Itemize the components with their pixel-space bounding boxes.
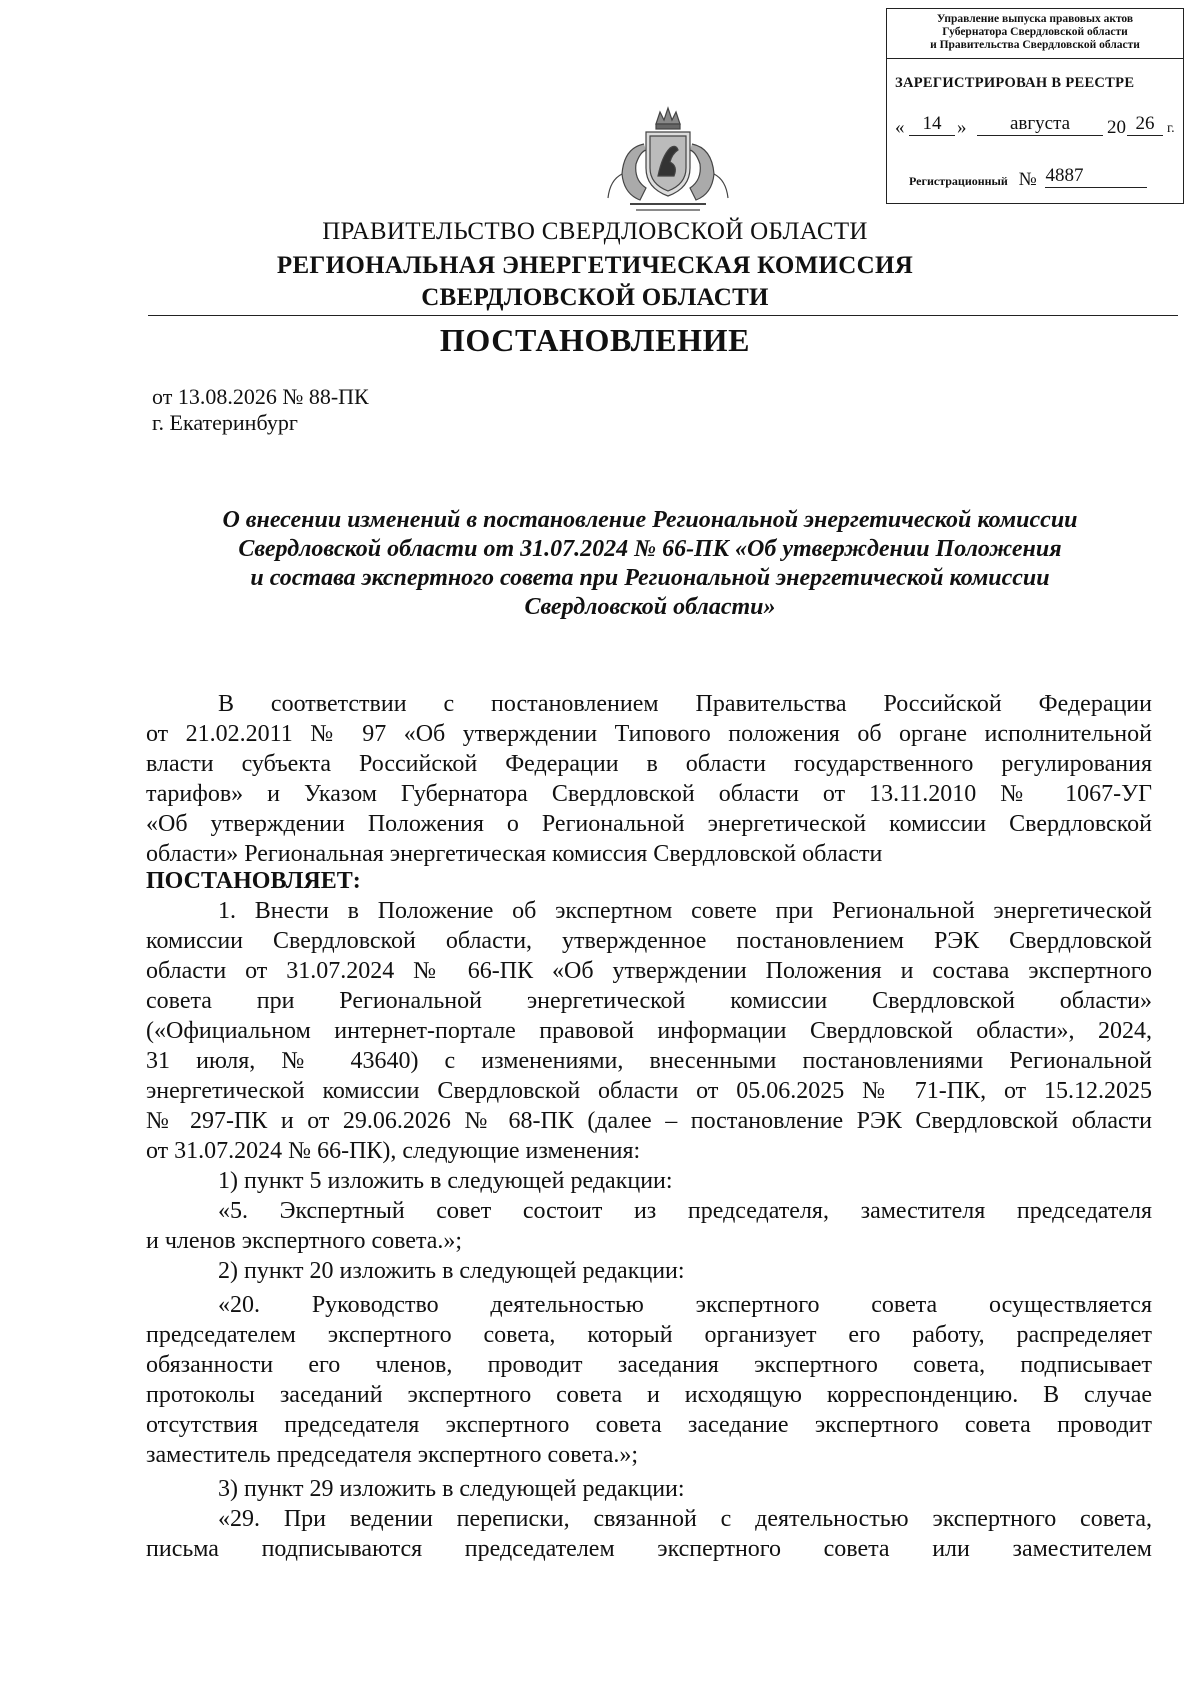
stamp-registered-label: ЗАРЕГИСТРИРОВАН В РЕЕСТРЕ (895, 75, 1135, 91)
body-line: В соответствии с постановлением Правительства Российской Федерации (218, 691, 1152, 717)
stamp-number-label: Регистрационный (909, 174, 1008, 188)
body-line: 31 июля, № 43640) с изменениями, внесенными постановлениями Региональной (146, 1048, 1152, 1074)
coat-of-arms-emblem (600, 104, 736, 216)
document-city: г. Екатеринбург (152, 410, 298, 435)
stamp-date-row (895, 113, 1179, 143)
body-line: № 297-ПК и от 29.06.2026 № 68-ПК (далее – постановление РЭК Свердловской области (146, 1108, 1152, 1134)
body-line: области» Региональная энергетическая комиссия Свердловской области (146, 841, 883, 867)
stamp-number-value: 4887 (1045, 165, 1147, 188)
stamp-day: 14 (909, 113, 955, 136)
document-date-number: от 13.08.2026 № 88-ПК (152, 384, 369, 409)
stamp-year-suffix: 26 (1127, 113, 1163, 136)
body-line: власти субъекта Российской Федерации в области государственного регулирования (146, 751, 1152, 777)
stamp-month: августа (977, 113, 1103, 136)
body-line: области от 31.07.2024 № 66-ПК «Об утверждении Положения и состава экспертного (146, 958, 1152, 984)
stamp-number-row (909, 165, 1147, 192)
government-title: ПРАВИТЕЛЬСТВО СВЕРДЛОВСКОЙ ОБЛАСТИ (322, 218, 868, 245)
body-line: «29. При ведении переписки, связанной с деятельностью экспертного совета, (218, 1506, 1152, 1532)
body-line: письма подписываются председателем экспертного совета или заместителем (146, 1536, 1152, 1562)
body-line: «Об утверждении Положения о Региональной энергетической комиссии Свердловской (146, 811, 1152, 837)
body-line: «20. Руководство деятельностью экспертного совета осуществляется (218, 1292, 1152, 1318)
stamp-header-line: и Правительства Свердловской области (930, 39, 1140, 51)
body-line: обязанности его членов, проводит заседания экспертного совета, подписывает (146, 1352, 1152, 1378)
body-line: заместитель председателя экспертного совета.»; (146, 1442, 639, 1468)
header-divider (148, 315, 1178, 316)
body-line: протоколы заседаний экспертного совета и исходящую корреспонденцию. В случае (146, 1382, 1152, 1408)
subject-line: Свердловской области» (524, 594, 776, 620)
body-line: комиссии Свердловской области, утвержденное постановлением РЭК Свердловской (146, 928, 1152, 954)
body-line: «5. Экспертный совет состоит из председателя, заместителя председателя (218, 1198, 1152, 1224)
document-subject (150, 506, 1150, 622)
body-line: от 21.02.2011 № 97 «Об утверждении Типового положения об органе исполнительной (146, 721, 1152, 747)
body-line: 2) пункт 20 изложить в следующей редакции: (218, 1258, 685, 1284)
stamp-close-quote: » (957, 117, 967, 138)
body-line: 3) пункт 29 изложить в следующей редакции: (218, 1476, 685, 1502)
resolves-heading: ПОСТАНОВЛЯЕТ: (146, 868, 361, 894)
subject-line: и состава экспертного совета при Региональной энергетической комиссии (250, 565, 1050, 591)
subject-line: О внесении изменений в постановление Региональной энергетической комиссии (222, 507, 1078, 533)
commission-title-line1: РЕГИОНАЛЬНАЯ ЭНЕРГЕТИЧЕСКАЯ КОМИССИЯ (276, 252, 914, 279)
body-line: 1) пункт 5 изложить в следующей редакции: (218, 1168, 673, 1194)
body-line: и членов экспертного совета.»; (146, 1228, 463, 1254)
commission-title-line2: СВЕРДЛОВСКОЙ ОБЛАСТИ (421, 284, 769, 311)
stamp-open-quote: « (895, 117, 905, 138)
stamp-header (887, 9, 1183, 59)
stamp-header-line: Управление выпуска правовых актов (936, 13, 1134, 25)
document-type-title: ПОСТАНОВЛЕНИЕ (439, 322, 751, 358)
registration-stamp (886, 8, 1184, 204)
stamp-year-prefix: 20 (1107, 117, 1126, 138)
stamp-year-unit: г. (1167, 121, 1175, 136)
stamp-number-sign: № (1018, 169, 1037, 190)
subject-line: Свердловской области от 31.07.2024 № 66-ПК «Об утверждении Положения (238, 536, 1062, 562)
stamp-header-line: Губернатора Свердловской области (942, 26, 1128, 38)
body-line: тарифов» и Указом Губернатора Свердловской области от 13.11.2010 № 1067-УГ (146, 781, 1152, 807)
body-line: («Официальном интернет-портале правовой информации Свердловской области», 2024, (146, 1018, 1152, 1044)
body-line: отсутствия председателя экспертного совета заседание экспертного совета проводит (146, 1412, 1152, 1438)
body-line: от 31.07.2024 № 66-ПК), следующие изменения: (146, 1138, 641, 1164)
body-line: председателем экспертного совета, который организует его работу, распределяет (146, 1322, 1152, 1348)
body-line: энергетической комиссии Свердловской области от 05.06.2025 № 71-ПК, от 15.12.2025 (146, 1078, 1152, 1104)
body-line: совета при Региональной энергетической комиссии Свердловской области» (146, 988, 1152, 1014)
body-line: 1. Внести в Положение об экспертном совете при Региональной энергетической (218, 898, 1152, 924)
